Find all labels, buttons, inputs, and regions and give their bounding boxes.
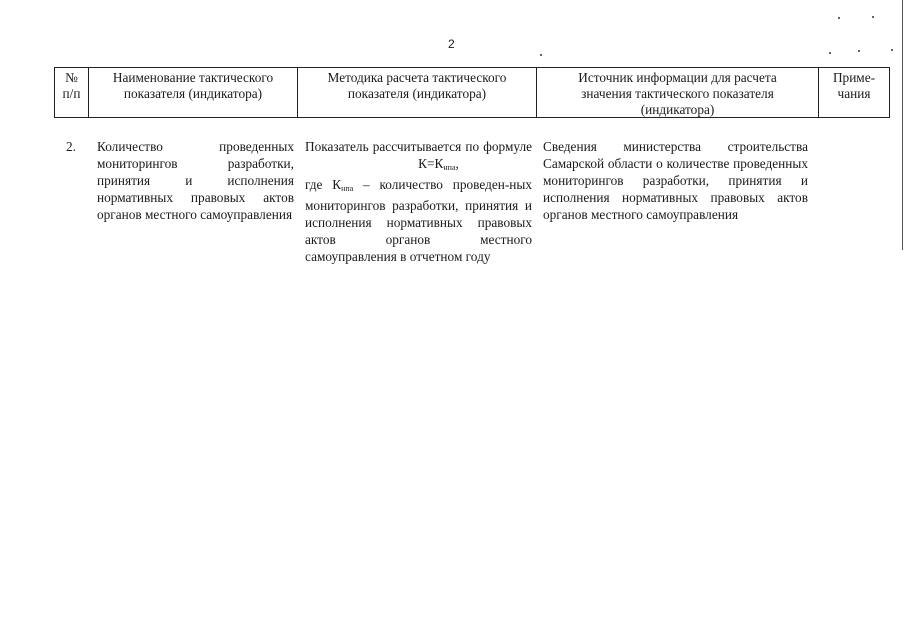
method-intro: Показатель рассчитывается по формуле [305, 139, 532, 154]
scan-speck [540, 54, 542, 56]
scan-speck [891, 49, 893, 51]
scan-speck [838, 17, 840, 19]
row-number: 2. [66, 139, 76, 154]
header-method: Методика расчета тактического показателя (индикатора) [327, 70, 507, 101]
formula: $К=К_{нпа}$, [418, 156, 459, 172]
scan-speck [858, 50, 860, 52]
header-name: Наименование тактического показателя (индикатора) [112, 70, 274, 101]
scan-speck [872, 16, 874, 18]
method-description: где $К_{нпа}$ – количество проведен-ных мониторингов разработки, принятия и исполнения нормативных правовых актов органов местного самоуправления в отчетном году [305, 177, 532, 264]
header-num: № п/п [62, 70, 81, 101]
page-edge-line [902, 0, 903, 250]
method-cell [305, 138, 532, 265]
header-notes: Приме- чания [832, 70, 876, 101]
source-cell: Сведения министерства строительства Самарской области о количестве проведенных мониторингов разработки, принятия и исполнения нормативных правовых актов органов местного самоуправления [543, 139, 808, 222]
header-source: Источник информации для расчета значения тактического показателя (индикатора) [578, 70, 777, 117]
indicator-name: Количество проведенных мониторингов разработки, принятия и исполнения нормативных правовых актов органов местного самоуправления [97, 139, 294, 222]
scan-speck [829, 52, 831, 54]
table-header [54, 67, 890, 118]
page-number: 2 [448, 37, 455, 51]
